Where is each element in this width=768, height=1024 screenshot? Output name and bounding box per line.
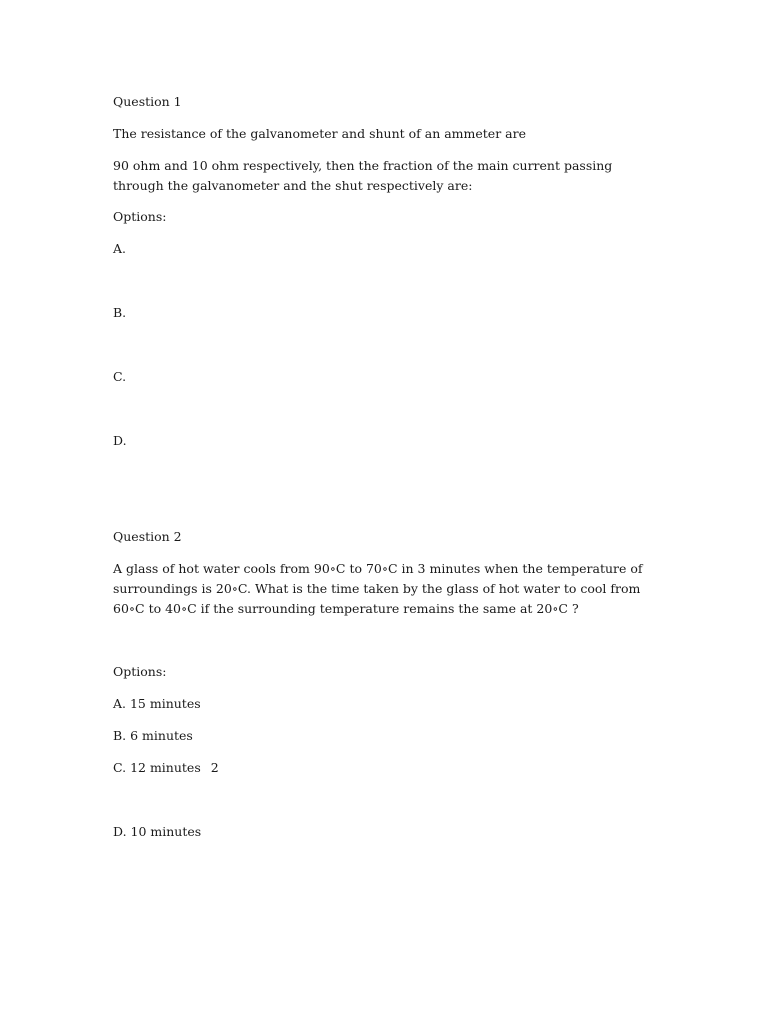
question-2-heading: Question 2 [113,529,182,544]
question-2-option-c-row [113,758,219,778]
question-2-stem: A glass of hot water cools from 90∘C to 70∘C in 3 minutes when the temperature of surroundings is 20∘C. What is the time taken by the glass of hot water to cool from 60∘C to 40∘C if the surrounding temperature remains the same at 20∘C ? [113,561,643,616]
question-1-option-a: A. [113,241,127,256]
question-2-option-b: B. 6 minutes [113,728,193,743]
question-1-option-c: C. [113,369,127,384]
question-2-options-label: Options: [113,664,167,679]
question-1-stem-line-1: The resistance of the galvanometer and shunt of an ammeter are [113,126,526,141]
question-2-option-d: D. 10 minutes [113,824,202,839]
question-1-heading: Question 1 [113,94,182,109]
question-1-options-label: Options: [113,209,167,224]
question-2-option-c: C. 12 minutes [113,760,201,775]
question-2-option-a: A. 15 minutes [113,696,201,711]
question-1-stem-line-2: 90 ohm and 10 ohm respectively, then the fraction of the main current passing through the galvanometer and the shut respectively are: [113,158,613,193]
question-2-option-c-marker: 2 [210,760,219,775]
question-1-option-b: B. [113,305,127,320]
question-1-option-d: D. [113,433,127,448]
